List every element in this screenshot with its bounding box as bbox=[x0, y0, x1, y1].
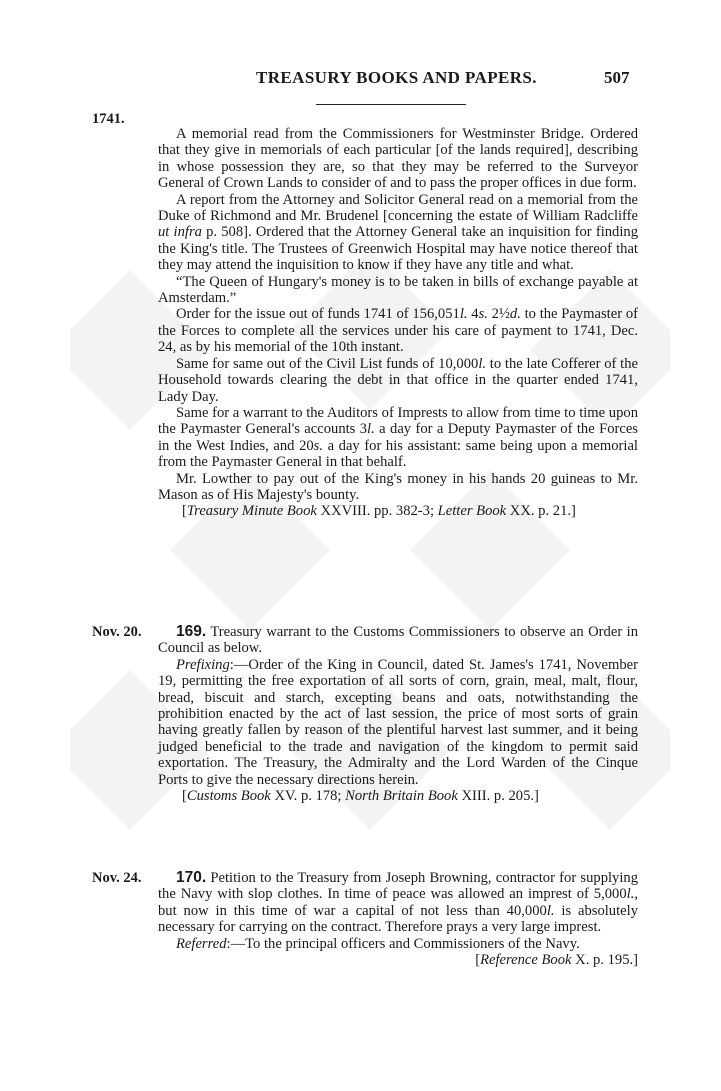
reference-line-169: [Customs Book XV. p. 178; North Britain Book XIII. p. 205.] bbox=[182, 788, 539, 805]
paragraph-lowther: Mr. Lowther to pay out of the King's money in his hands 20 guineas to Mr. Mason as of His Majesty's bounty. bbox=[158, 470, 638, 503]
entry-170 bbox=[158, 870, 638, 968]
margin-date-169: Nov. 20. bbox=[92, 624, 142, 640]
reference-line-minutes: [Treasury Minute Book XXVIII. pp. 382-3; Letter Book XX. p. 21.] bbox=[182, 503, 576, 520]
paragraph-westminster-bridge: A memorial read from the Commissioners for Westminster Bridge. Ordered that they give in memorials of each particular [of the lands required], describing in whose possession they are, so that they may be referred to the Surveyor General of Crown Lands to consider of and to pass the proper offices in due form. bbox=[158, 126, 638, 192]
header-rule bbox=[316, 104, 466, 105]
paragraph-auditors-warrant: Same for a warrant to the Auditors of Imprests to allow from time to time upon the Paymaster General's accounts 3l. a day for a Deputy Paymaster of the Forces in the West Indies, and 20s. a day for his assistant: same being upon a memorial from the Paymaster General in that behalf. bbox=[158, 404, 638, 471]
paragraph-queen-of-hungary: “The Queen of Hungary's money is to be taken in bills of exchange payable at Amsterdam.” bbox=[158, 273, 638, 307]
running-title: TREASURY BOOKS AND PAPERS. bbox=[256, 68, 537, 87]
paragraph-attorney-report: A report from the Attorney and Solicitor General read on a memorial from the Duke of Richmond and Mr. Brudenel [concerning the estate of William Radcliffe ut infra p. 508]. Ordered that the Attorney General take an inquisition for finding the King's title. The Trustees of Greenwich Hospital may have notice thereof that they may attend the inquisition to know if they have any title and what. bbox=[158, 191, 638, 274]
page-header bbox=[0, 0, 721, 110]
reference-line-170: [Reference Book X. p. 195.] bbox=[475, 952, 638, 969]
section-1741-minutes bbox=[158, 126, 638, 520]
page-number: 507 bbox=[604, 68, 630, 87]
paragraph-paymaster-order: Order for the issue out of funds 1741 of 156,051l. 4s. 2½d. to the Paymaster of the Forces to complete all the services under his care of payment to 1741, Dec. 24, as by his memorial of the 10th instant. bbox=[158, 306, 638, 356]
paragraph-civil-list: Same for same out of the Civil List funds of 10,000l. to the late Cofferer of the Household towards clearing the debt in that office in the quarter ended 1741, Lady Day. bbox=[158, 355, 638, 405]
entry-169 bbox=[158, 624, 638, 804]
entry-170-referred: Referred:—To the principal officers and Commissioners of the Navy. bbox=[176, 935, 580, 952]
margin-date-170: Nov. 24. bbox=[92, 870, 142, 886]
entry-number: 170. bbox=[176, 869, 207, 886]
margin-year: 1741. bbox=[92, 111, 125, 127]
entry-number: 169. bbox=[176, 623, 207, 640]
entry-169-prefixing: Prefixing:—Order of the King in Council, dated St. James's 1741, November 19, permitting the free exportation of all sorts of corn, grain, meal, malt, flour, bread, biscuit and starch, excepting beans and oats, notwithstanding the prohibition enacted by the act of last session, the price of most sorts of grain having greatly fallen by reason of the plentiful harvest last summer, and it being judged beneficial to the trade and navigation of the kingdom to permit said exportation. The Treasury, the Admiralty and the Lord Warden of the Cinque Ports to give the necessary directions herein. bbox=[158, 656, 638, 788]
entry-170-lead: 170. Petition to the Treasury from Joseph Browning, contractor for supplying the Navy with slop clothes. In time of peace was allowed an imprest of 5,000l., but now in this time of war a capital of not less than 40,000l. is absolutely necessary for carrying on the contract. Therefore prays a very large imprest. bbox=[158, 869, 638, 936]
entry-169-lead: 169. Treasury warrant to the Customs Commissioners to observe an Order in Council as below. bbox=[158, 623, 638, 657]
